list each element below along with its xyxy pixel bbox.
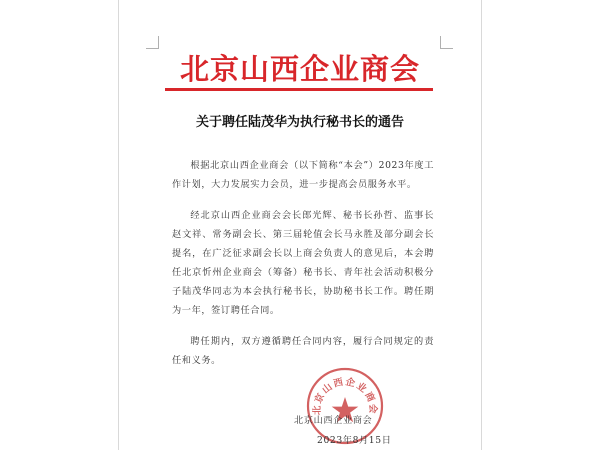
document-title: 关于聘任陆茂华为执行秘书长的通告	[195, 115, 404, 130]
document-page	[118, 0, 482, 450]
body-paragraph: 根据北京山西企业商会（以下简称“本会”）2023年度工作计划，大力发展实力会员，进一步提高会员服务水平。	[172, 160, 434, 190]
seal-text: 北京山西企业商会	[311, 376, 379, 416]
signature-date: 2023年8月15日	[317, 435, 392, 446]
document-body	[172, 156, 434, 382]
body-paragraph: 聘任期内，双方遵循聘任合同内容，履行合同规定的责任和义务。	[172, 336, 434, 366]
body-paragraph: 经北京山西企业商会会长郎光辉、秘书长孙哲、监事长赵文祥、常务副会长、第三届轮值会长马永胜及部分副会长提名，在广泛征求副会长以上商会负责人的意见后，本会聘任北京忻州企业商会（筹备）秘书长、青年社会活动积极分子陆茂华同志为本会执行秘书长，协助秘书长工作。聘任期为一年，签订聘任合同。	[172, 210, 434, 316]
page-corner-mark	[440, 36, 453, 49]
page-corner-mark	[146, 36, 159, 49]
header-divider	[165, 88, 433, 91]
organization-header: 北京山西企业商会	[179, 52, 420, 86]
signature-organization: 北京山西企业商会	[294, 415, 373, 426]
